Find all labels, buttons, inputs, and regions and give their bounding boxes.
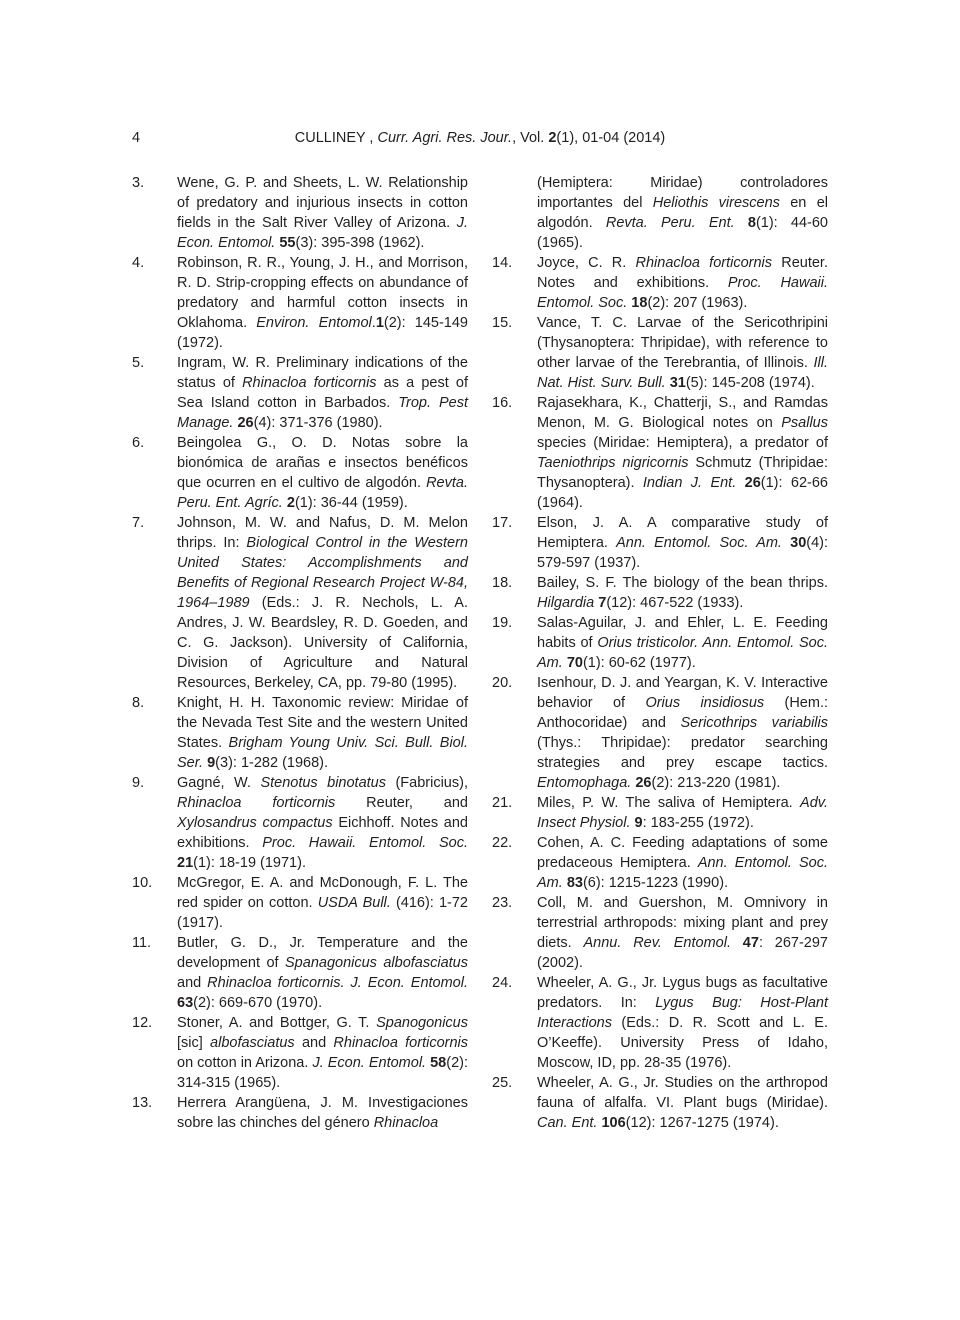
reference-item	[132, 773, 468, 873]
text-segment: and	[177, 975, 208, 991]
volume-number: 47	[742, 935, 759, 951]
text-segment	[736, 475, 744, 491]
reference-number: 21.	[492, 795, 513, 811]
reference-number: 22.	[492, 835, 513, 851]
italic-text: Rhinacloa forticornis. J. Econ. Entomol.	[207, 975, 468, 991]
italic-text: Brigham Young Univ. Sci. Bull. Biol. Ser.	[177, 735, 468, 771]
reference-number: 6.	[132, 435, 145, 451]
reference-item	[132, 933, 468, 1013]
reference-number: 17.	[492, 515, 513, 531]
text-segment: (3): 1-282 (1968).	[215, 755, 329, 771]
text-segment: en el algodón.	[537, 195, 828, 231]
reference-number: 3.	[132, 175, 145, 191]
text-segment: : 183-255 (1972).	[642, 815, 754, 831]
text-segment: (3): 395-398 (1962).	[295, 235, 425, 251]
reference-number: 5.	[132, 355, 145, 371]
volume-number: 26	[237, 415, 254, 431]
text-segment: Eichhoff. Notes and exhibitions.	[177, 815, 468, 851]
text-segment: Ingram, W. R. Preliminary indications of the status of	[177, 355, 468, 391]
text-segment: species (Miridae: Hemiptera), a predator of	[537, 435, 828, 451]
text-segment: Herrera Arangüena, J. M. Investigaciones sobre las chinches del género	[177, 1095, 468, 1131]
reference-number: 13.	[132, 1095, 153, 1111]
text-segment: (12): 467-522 (1933).	[606, 595, 744, 611]
text-segment: Reuter. Notes and exhibitions.	[537, 255, 828, 291]
italic-text: J. Econ. Entomol.	[312, 1055, 427, 1071]
text-segment: (416): 1-72 (1917).	[177, 895, 468, 931]
italic-text: Ill. Nat. Hist. Surv. Bull.	[537, 355, 828, 391]
italic-text: Can. Ent.	[537, 1115, 598, 1131]
volume-number: 8	[747, 215, 756, 231]
text-segment: Joyce, C. R.	[537, 255, 636, 271]
running-head-journal: Curr. Agri. Res. Jour.	[377, 130, 513, 146]
running-head: CULLINEY , Curr. Agri. Res. Jour., Vol. 2(1), 01-04 (2014)	[294, 130, 666, 146]
text-segment: (12): 1267-1275 (1974).	[625, 1115, 779, 1131]
text-segment: Beingolea G., O. D. Notas sobre la bionómica de arañas e insectos benéficos que ocurren en el cultivo de algodón.	[177, 435, 468, 491]
reference-text	[537, 313, 828, 393]
italic-text: Rhinacloa forticornis	[177, 795, 336, 811]
text-segment: Coll, M. and Guershon, M. Omnivory in terrestrial arthropods: mixing plant and prey diets.	[537, 895, 828, 951]
reference-item	[492, 893, 828, 973]
reference-item	[492, 393, 828, 513]
reference-text	[537, 893, 828, 973]
italic-text: Revta. Peru. Ent. Agríc.	[177, 475, 468, 511]
italic-text: Orius insidiosus	[645, 695, 765, 711]
reference-item	[492, 1073, 828, 1133]
text-segment: Isenhour, D. J. and Yeargan, K. V. Interactive behavior of	[537, 675, 828, 711]
italic-text: Spanagonicus albofasciatus	[285, 955, 468, 971]
page-number: 4	[132, 130, 141, 146]
text-segment: (1): 18-19 (1971).	[193, 855, 306, 871]
reference-column-left	[132, 173, 468, 1133]
text-segment: (1): 44-60 (1965).	[537, 215, 829, 251]
reference-text	[177, 933, 468, 1013]
reference-text	[537, 793, 828, 833]
italic-text: Revta. Peru. Ent.	[605, 215, 735, 231]
reference-text	[537, 613, 828, 673]
reference-item	[132, 353, 468, 433]
reference-text	[177, 773, 468, 873]
reference-number: 15.	[492, 315, 513, 331]
volume-number: 7	[598, 595, 607, 611]
reference-number: 23.	[492, 895, 513, 911]
reference-text	[177, 1013, 468, 1093]
reference-text	[177, 1093, 468, 1133]
volume-number: 63	[177, 995, 194, 1011]
volume-number: 9	[634, 815, 643, 831]
italic-text: Taeniothrips nigricornis	[537, 455, 689, 471]
italic-text: Lygus Bug: Host-Plant Interactions	[537, 995, 829, 1031]
reference-text	[177, 873, 468, 933]
volume-number: 83	[566, 875, 583, 891]
text-segment	[782, 535, 790, 551]
text-segment: (Hemiptera: Miridae) controladores importantes del	[537, 175, 828, 211]
reference-text	[177, 433, 468, 513]
text-segment: (1): 36-44 (1959).	[294, 495, 408, 511]
reference-item	[132, 1093, 468, 1133]
reference-text	[537, 833, 828, 893]
text-segment: (1): 60-62 (1977).	[582, 655, 696, 671]
italic-text: albofasciatus	[210, 1035, 295, 1051]
text-segment: Salas-Aguilar, J. and Ehler, L. E. Feeding habits of	[537, 615, 828, 651]
reference-text	[177, 693, 468, 773]
reference-number: 7.	[132, 515, 145, 531]
reference-item	[492, 513, 828, 573]
reference-number: 8.	[132, 695, 145, 711]
italic-text: Heliothis virescens	[652, 195, 780, 211]
italic-text: J. Econ. Entomol.	[177, 215, 468, 251]
reference-number: 25.	[492, 1075, 513, 1091]
text-segment: as a pest of Sea Island cotton in Barbados.	[177, 375, 468, 411]
italic-text: Psallus	[781, 415, 828, 431]
reference-number: 19.	[492, 615, 513, 631]
italic-text: Rhinacloa forticornis	[635, 255, 773, 271]
text-segment: (4): 579-597 (1937).	[537, 535, 829, 571]
reference-item	[132, 433, 468, 513]
reference-item	[132, 873, 468, 933]
volume-number: 21	[177, 855, 194, 871]
reference-number: 14.	[492, 255, 513, 271]
text-segment: (2): 145-149 (1972).	[177, 315, 468, 351]
italic-text: Sericothrips variabilis	[680, 715, 828, 731]
text-segment: (2): 314-315 (1965).	[177, 1055, 468, 1091]
text-segment: Vance, T. C. Larvae of the Sericothripini (Thysanoptera: Thripidae), with reference to other larvae of the Terebrantia, of Illinois.	[537, 315, 828, 371]
reference-item	[492, 793, 828, 833]
reference-number: 12.	[132, 1015, 153, 1031]
text-segment: Rajasekhara, K., Chatterji, S., and Ramdas Menon, M. G. Biological notes on	[537, 395, 828, 431]
italic-text: Indian J. Ent.	[642, 475, 737, 491]
text-segment: Wheeler, A. G., Jr. Studies on the arthropod fauna of alfalfa. VI. Plant bugs (Miridae).	[537, 1075, 828, 1111]
running-head-issue: (1), 01-04 (2014)	[556, 130, 666, 146]
running-head-author: CULLINEY	[294, 130, 366, 146]
text-segment: Knight, H. H. Taxonomic review: Miridae of the Nevada Test Site and the western United States.	[177, 695, 468, 751]
italic-text: Proc. Hawaii. Entomol. Soc.	[262, 835, 468, 851]
italic-text: Hilgardia	[537, 595, 595, 611]
italic-text: Annu. Rev. Entomol.	[583, 935, 731, 951]
volume-number: 18	[631, 295, 648, 311]
text-segment: Wheeler, A. G., Jr. Lygus bugs as facultative predators. In:	[537, 975, 828, 1011]
volume-number: 1	[375, 315, 384, 331]
reference-text	[537, 973, 828, 1073]
text-segment: Gagné, W.	[177, 775, 261, 791]
italic-text: Entomophaga.	[537, 775, 632, 791]
text-segment: (6): 1215-1223 (1990).	[582, 875, 729, 891]
text-segment: .	[371, 315, 376, 331]
reference-item	[492, 833, 828, 893]
reference-item	[492, 313, 828, 393]
italic-text: Orius tristicolor. Ann. Entomol. Soc. Am.	[537, 635, 829, 671]
text-segment: : 267-297 (2002).	[537, 935, 828, 971]
text-segment: (1): 62-66 (1964).	[537, 475, 828, 511]
text-segment: Robinson, R. R., Young, J. H., and Morrison, R. D. Strip-cropping effects on abundance of predatory and harmful cotton insects in Oklahoma.	[177, 255, 468, 331]
reference-item	[132, 693, 468, 773]
text-segment: Johnson, M. W. and Nafus, D. M. Melon thrips. In:	[177, 515, 468, 551]
text-segment: Cohen, A. C. Feeding adaptations of some predaceous Hemiptera.	[537, 835, 828, 871]
reference-number: 16.	[492, 395, 513, 411]
reference-text	[537, 1073, 828, 1133]
text-segment: (2): 207 (1963).	[647, 295, 748, 311]
text-segment: [sic]	[177, 1035, 211, 1051]
reference-item	[132, 513, 468, 693]
reference-number: 4.	[132, 255, 145, 271]
italic-text: Proc. Hawaii. Entomol. Soc.	[537, 275, 828, 311]
text-segment: (5): 145-208 (1974).	[685, 375, 815, 391]
text-segment: Miles, P. W. The saliva of Hemiptera.	[537, 795, 801, 811]
italic-text: Stenotus binotatus	[260, 775, 386, 791]
text-segment: (2): 213-220 (1981).	[651, 775, 781, 791]
reference-item	[132, 253, 468, 353]
text-segment: (Hem.: Anthocoridae) and	[537, 695, 829, 731]
reference-number: 20.	[492, 675, 513, 691]
reference-text	[177, 173, 468, 253]
text-segment: (2): 669-670 (1970).	[193, 995, 323, 1011]
italic-text: Trop. Pest Manage.	[177, 395, 468, 431]
text-segment: Stoner, A. and Bottger, G. T.	[177, 1015, 377, 1031]
reference-number: 10.	[132, 875, 153, 891]
italic-text: Rhinacloa	[373, 1115, 439, 1131]
volume-number: 70	[566, 655, 583, 671]
reference-text	[537, 513, 828, 573]
text-segment: Schmutz (Thripidae: Thysanoptera).	[537, 455, 828, 491]
reference-number: 9.	[132, 775, 145, 791]
volume-number: 9	[207, 755, 216, 771]
italic-text: Ann. Entomol. Soc. Am.	[537, 855, 828, 891]
volume-number: 106	[601, 1115, 626, 1131]
reference-column-right	[492, 173, 828, 1133]
text-segment: Reuter, and	[335, 795, 468, 811]
reference-text	[177, 353, 468, 433]
italic-text: Biological Control in the Western United States: Accomplishments and Benefits of Regional Research Project W-84, 1964–1989	[177, 535, 468, 611]
text-segment: (Eds.: D. R. Scott and L. E. O’Keeffe). University Press of Idaho, Moscow, ID, pp. 28-35 (1976).	[537, 1015, 828, 1071]
reference-text	[537, 393, 828, 513]
volume-number: 2	[286, 495, 295, 511]
text-segment: Wene, G. P. and Sheets, L. W. Relationship of predatory and injurious insects in cotton fields in the Salt River Valley of Arizona.	[177, 175, 468, 231]
reference-item	[132, 173, 468, 253]
reference-item	[492, 973, 828, 1073]
text-segment: McGregor, E. A. and McDonough, F. L. The red spider on cotton.	[177, 875, 468, 911]
volume-number: 55	[279, 235, 296, 251]
running-head-volume: 2	[548, 130, 557, 146]
text-segment: Elson, J. A. A comparative study of Hemiptera.	[537, 515, 828, 551]
text-segment	[735, 215, 748, 231]
volume-number: 26	[635, 775, 652, 791]
italic-text: Adv. Insect Physiol.	[537, 795, 828, 831]
text-segment	[731, 935, 743, 951]
volume-number: 30	[790, 535, 807, 551]
reference-text	[177, 253, 468, 353]
reference-item	[492, 253, 828, 313]
reference-text	[177, 513, 468, 693]
reference-item	[492, 573, 828, 613]
text-segment: (Fabricius),	[386, 775, 468, 791]
reference-item	[492, 673, 828, 793]
reference-13-continuation	[492, 173, 828, 253]
reference-text	[537, 573, 828, 613]
reference-item	[492, 613, 828, 673]
volume-number: 31	[669, 375, 686, 391]
italic-text: Xylosandrus compactus	[177, 815, 333, 831]
reference-number: 18.	[492, 575, 513, 591]
italic-text: Spanogonicus	[376, 1015, 468, 1031]
running-head-volume-prefix: Vol.	[520, 130, 549, 146]
italic-text: USDA Bull.	[317, 895, 391, 911]
text-segment: Butler, G. D., Jr. Temperature and the development of	[177, 935, 468, 971]
text-segment: (Eds.: J. R. Nechols, L. A. Andres, J. W. Beardsley, R. D. Goeden, and C. G. Jackson). University of California, Division of Agriculture and Natural Resources, Berkeley, CA, pp. 79-80 (1995).	[177, 595, 468, 691]
volume-number: 58	[430, 1055, 447, 1071]
reference-text	[537, 673, 828, 793]
text-segment: (Thys.: Thripidae): predator searching strategies and prey escape tactics.	[537, 735, 828, 771]
reference-item	[132, 1013, 468, 1093]
volume-number: 26	[744, 475, 761, 491]
italic-text: Environ. Entomol	[256, 315, 372, 331]
italic-text: Rhinacloa forticornis	[242, 375, 377, 391]
reference-number: 24.	[492, 975, 513, 991]
italic-text: Rhinacloa forticornis	[333, 1035, 469, 1051]
italic-text: Ann. Entomol. Soc. Am.	[616, 535, 782, 551]
text-segment: (4): 371-376 (1980).	[253, 415, 383, 431]
text-segment: Bailey, S. F. The biology of the bean thrips.	[537, 575, 828, 591]
text-segment: and	[294, 1035, 334, 1051]
reference-text	[537, 253, 828, 313]
text-segment: on cotton in Arizona.	[177, 1055, 313, 1071]
reference-number: 11.	[132, 935, 152, 951]
